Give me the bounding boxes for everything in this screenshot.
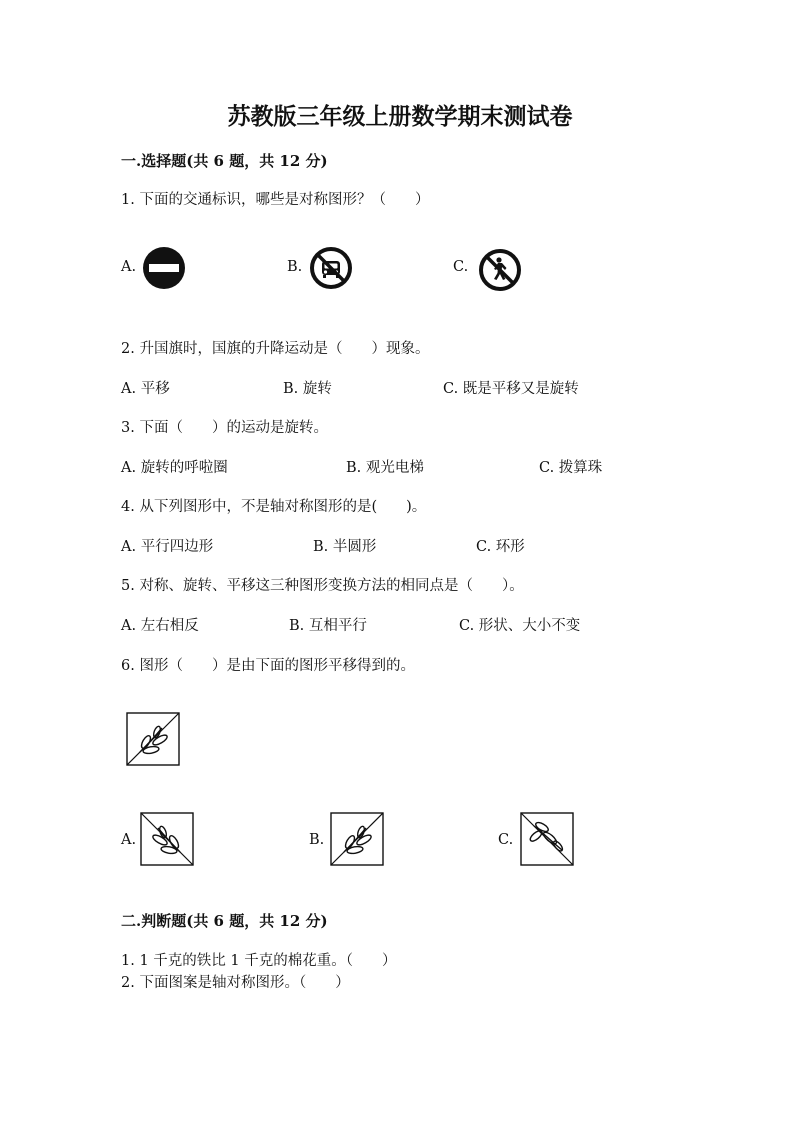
leaf-branch-flipped-icon bbox=[140, 812, 194, 866]
no-entry-sign-icon bbox=[142, 246, 186, 290]
q2-option-a: A. 平移 bbox=[121, 381, 170, 397]
q1-option-b-label: B. bbox=[287, 259, 303, 275]
q2-option-b: B. 旋转 bbox=[283, 381, 332, 397]
q3-option-b: B. 观光电梯 bbox=[346, 460, 424, 476]
question-1-text: 1. 下面的交通标识，哪些是对称图形？（ ） bbox=[121, 192, 430, 208]
question-3-text: 3. 下面（ ）的运动是旋转。 bbox=[121, 420, 328, 436]
question-4-text: 4. 从下列图形中，不是轴对称图形的是( )。 bbox=[121, 499, 427, 515]
question-6-text: 6. 图形（ ）是由下面的图形平移得到的。 bbox=[121, 658, 415, 674]
leaf-branch-icon bbox=[330, 812, 384, 866]
q5-option-a: A. 左右相反 bbox=[121, 618, 199, 634]
q1-option-a-label: A. bbox=[121, 259, 137, 275]
q6-option-c-label: C. bbox=[498, 832, 514, 848]
judgement-question-2-text: 2. 下面图案是轴对称图形。（ ） bbox=[121, 975, 350, 991]
section-heading-choice: 一.选择题(共 6 题，共 12 分) bbox=[121, 152, 328, 170]
judgement-question-1-text: 1. 1 千克的铁比 1 千克的棉花重。（ ） bbox=[121, 953, 397, 969]
q6-option-a-label: A. bbox=[121, 832, 137, 848]
q3-option-c: C. 拨算珠 bbox=[539, 460, 603, 476]
q5-option-b: B. 互相平行 bbox=[289, 618, 367, 634]
q4-option-a: A. 平行四边形 bbox=[121, 539, 214, 555]
q6-option-b-label: B. bbox=[309, 832, 325, 848]
q4-option-b: B. 半圆形 bbox=[313, 539, 377, 555]
section-heading-judgement: 二.判断题(共 6 题，共 12 分) bbox=[121, 912, 328, 930]
q2-option-c: C. 既是平移又是旋转 bbox=[443, 381, 579, 397]
question-5-text: 5. 对称、旋转、平移这三种图形变换方法的相同点是（ ）。 bbox=[121, 578, 524, 594]
leaf-branch-rotated-icon bbox=[520, 812, 574, 866]
question-2-text: 2. 升国旗时，国旗的升降运动是（ ）现象。 bbox=[121, 341, 430, 357]
page-title: 苏教版三年级上册数学期末测试卷 bbox=[227, 103, 573, 130]
leaf-branch-reference-figure bbox=[126, 712, 180, 766]
q3-option-a: A. 旋转的呼啦圈 bbox=[121, 460, 228, 476]
no-pedestrians-sign-icon bbox=[478, 248, 522, 292]
q1-option-c-label: C. bbox=[453, 259, 469, 275]
no-vehicles-sign-icon bbox=[309, 246, 353, 290]
q5-option-c: C. 形状、大小不变 bbox=[459, 618, 581, 634]
q4-option-c: C. 环形 bbox=[476, 539, 525, 555]
